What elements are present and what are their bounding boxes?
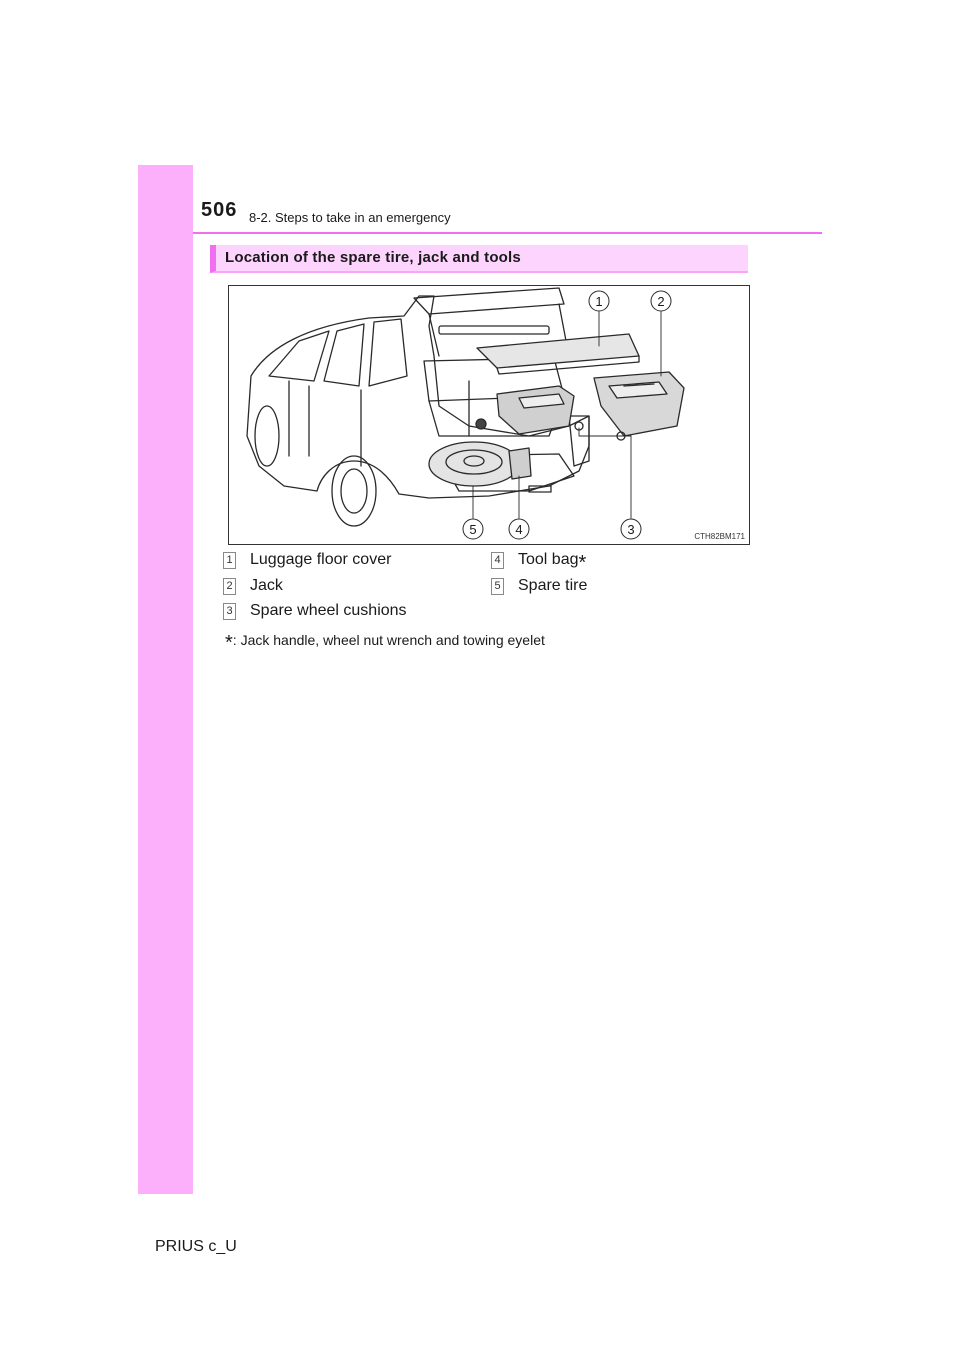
legend-item-2 xyxy=(223,577,283,595)
callout-1-label: 1 xyxy=(595,294,603,309)
car-illustration xyxy=(229,286,749,544)
figure-code: CTH82BM171 xyxy=(694,532,745,541)
footer-model-code: PRIUS c_U xyxy=(155,1238,237,1255)
page-number: 506 xyxy=(201,199,238,221)
legend-label-3: Spare wheel cushions xyxy=(250,602,407,619)
legend-label-1: Luggage floor cover xyxy=(250,551,392,568)
legend-num-3: 3 xyxy=(223,603,236,620)
chapter-title: 8-2. Steps to take in an emergency xyxy=(249,210,451,225)
legend-item-3 xyxy=(223,602,407,620)
legend-num-5: 5 xyxy=(491,578,504,595)
footnote xyxy=(225,628,545,654)
header-rule xyxy=(193,232,822,234)
legend-label-2: Jack xyxy=(250,577,283,594)
section-heading xyxy=(210,245,748,273)
side-color-band xyxy=(138,165,193,1194)
callout-3-label: 3 xyxy=(627,522,635,537)
footnote-text: : Jack handle, wheel nut wrench and towing eyelet xyxy=(232,632,545,648)
legend-item-1 xyxy=(223,551,391,569)
legend-label-4: Tool bag xyxy=(518,551,579,568)
callout-4-label: 4 xyxy=(515,522,523,537)
legend-label-5: Spare tire xyxy=(518,577,588,594)
legend-num-1: 1 xyxy=(223,552,236,569)
legend-item-5 xyxy=(491,577,587,595)
figure-spare-tire-location xyxy=(228,285,750,545)
legend-item-4: 4 Tool bag * xyxy=(491,551,586,569)
callout-2-label: 2 xyxy=(657,294,665,309)
legend-num-2: 2 xyxy=(223,578,236,595)
section-heading-text: Location of the spare tire, jack and tools xyxy=(225,249,521,266)
legend-num-4: 4 xyxy=(491,552,504,569)
callout-5-label: 5 xyxy=(469,522,477,537)
footnote-marker: * xyxy=(225,632,233,654)
